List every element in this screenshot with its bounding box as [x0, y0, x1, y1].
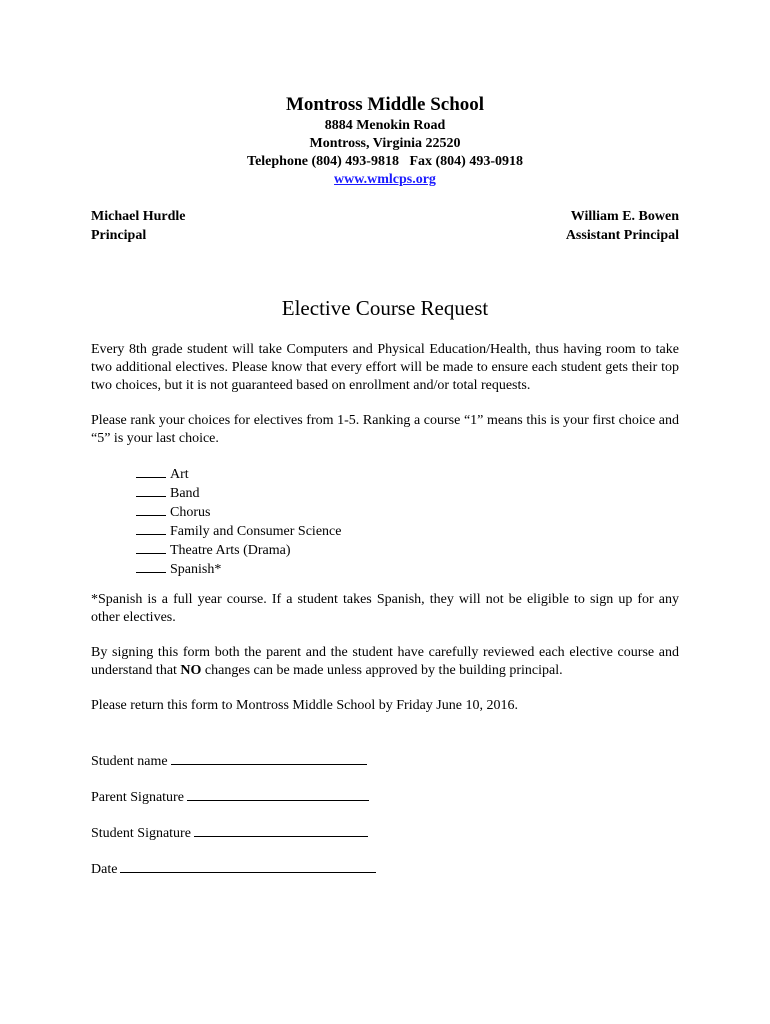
school-name: Montross Middle School — [285, 94, 485, 115]
choice-chorus — [136, 503, 341, 522]
assistant-principal-block — [566, 207, 679, 245]
choice-label: Theatre Arts (Drama) — [170, 543, 291, 558]
elective-choices-list — [136, 465, 341, 579]
rank-blank[interactable] — [136, 503, 166, 516]
principal-title: Principal — [91, 228, 147, 243]
rank-blank[interactable] — [136, 541, 166, 554]
choice-spanish — [136, 560, 341, 579]
student-name-field — [91, 750, 367, 770]
student-signature-input-line[interactable] — [194, 822, 368, 837]
form-title: Elective Course Request — [281, 296, 489, 320]
student-signature-field — [91, 822, 368, 842]
instructions-paragraph: Please rank your choices for electives from 1-5. Ranking a course “1” means this is your first choice and “5” is your last choice. — [91, 413, 679, 446]
student-name-label: Student name — [91, 754, 168, 769]
school-city-state-zip: Montross, Virginia 22520 — [309, 136, 461, 151]
choice-label: Family and Consumer Science — [170, 524, 342, 539]
choice-art — [136, 465, 341, 484]
student-signature-label: Student Signature — [91, 826, 191, 841]
return-note: Please return this form to Montross Middle School by Friday June 10, 2016. — [91, 698, 518, 713]
parent-signature-input-line[interactable] — [187, 786, 369, 801]
signing-note-text-start: By signing this form both the parent and the student have carefully reviewed each elective course and understand that — [91, 645, 679, 678]
date-field — [91, 858, 376, 878]
principal-block — [91, 207, 186, 245]
choice-label: Art — [170, 467, 189, 482]
school-address: 8884 Menokin Road — [324, 118, 446, 133]
intro-paragraph: Every 8th grade student will take Computers and Physical Education/Health, thus having room to take two additional electives. Please know that every effort will be made to ensure each student gets their top two choices, but it is not guaranteed based on enrollment and/or total requests. — [91, 342, 679, 393]
school-website-link[interactable]: www.wmlcps.org — [334, 172, 436, 187]
signing-note-emphasis: NO — [180, 663, 202, 678]
choice-label: Chorus — [170, 505, 211, 520]
rank-blank[interactable] — [136, 484, 166, 497]
principal-name: Michael Hurdle — [91, 209, 186, 224]
choice-label: Spanish* — [170, 562, 222, 577]
assistant-principal-title: Assistant Principal — [565, 228, 679, 243]
rank-blank[interactable] — [136, 522, 166, 535]
school-phone-fax: Telephone (804) 493-9818 Fax (804) 493-0918 — [247, 154, 523, 169]
rank-blank[interactable] — [136, 465, 166, 478]
signing-note-text-end: changes can be made unless approved by the building principal. — [201, 663, 563, 678]
signing-note — [91, 644, 679, 680]
choice-family-consumer-science — [136, 522, 341, 541]
spanish-note: *Spanish is a full year course. If a student takes Spanish, they will not be eligible to sign up for any other electives. — [91, 592, 679, 625]
choice-theatre-arts — [136, 541, 341, 560]
rank-blank[interactable] — [136, 560, 166, 573]
student-name-input-line[interactable] — [171, 750, 367, 765]
date-input-line[interactable] — [120, 858, 376, 873]
parent-signature-label: Parent Signature — [91, 790, 184, 805]
assistant-principal-name: William E. Bowen — [570, 209, 679, 224]
date-label: Date — [91, 862, 118, 877]
choice-band — [136, 484, 341, 503]
parent-signature-field — [91, 786, 369, 806]
choice-label: Band — [170, 486, 200, 501]
